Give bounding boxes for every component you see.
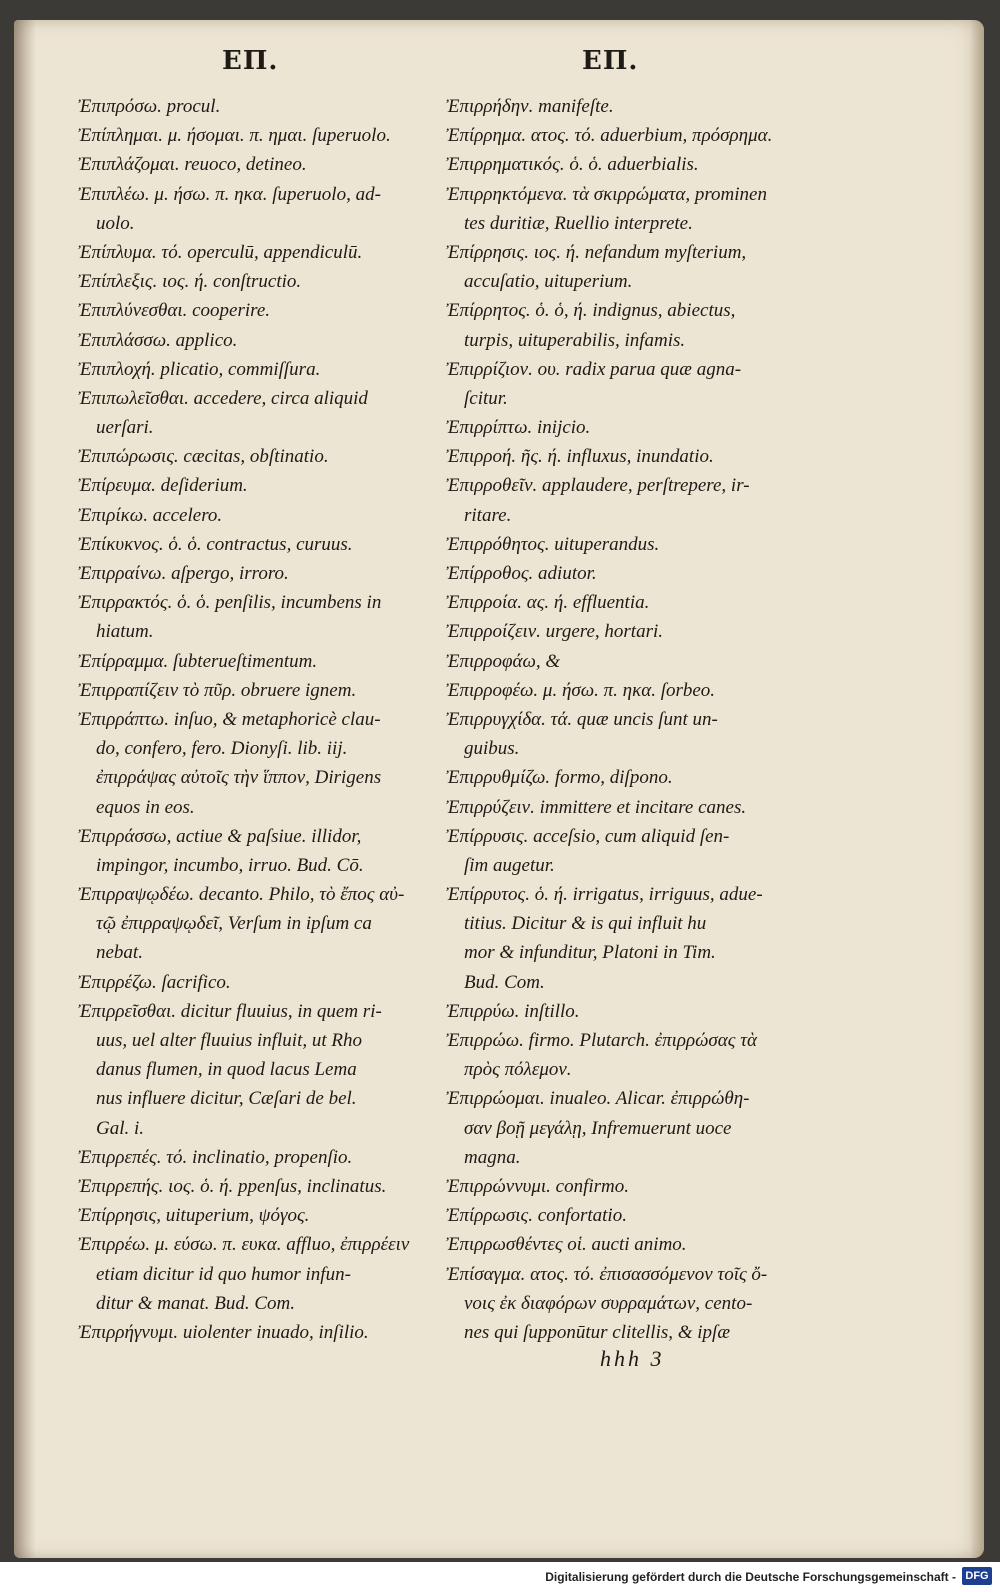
dictionary-entry-line: Ἐπιπλύνεσθαι. cooperire. — [78, 300, 271, 322]
signature-mark: hhh 3 — [600, 1346, 665, 1371]
spine-shadow — [14, 20, 36, 1558]
dictionary-entry-line: Ἐπιρρυγχίδα. τά. quæ uncis ſunt un- — [446, 708, 718, 730]
dictionary-entry-line: Ἐπίσαγμα. ατος. τό. ἐπισασσόμενον τοῖς ὄ- — [446, 1263, 768, 1285]
dictionary-entry-line: Ἐπιρρυθμίζω. formo, diſpono. — [446, 767, 673, 789]
dictionary-entry-line: Ἐπιπλάσσω. applico. — [78, 329, 238, 351]
entry-continuation-line: ἐπιρράψας αὐτοῖς τὴν ἵππον, Dirigens — [96, 767, 382, 789]
dictionary-entry-line: Ἐπιρραπίζειν τὸ πῦρ. obruere ignem. — [78, 679, 357, 701]
entry-continuation-line: nus influere dicitur, Cæſari de bel. — [96, 1088, 357, 1110]
entry-continuation-line: Bud. Com. — [464, 971, 545, 993]
entry-continuation-line: do, confero, fero. Dionyſi. lib. iij. — [96, 738, 348, 760]
entry-continuation-line: ſim augetur. — [464, 854, 555, 876]
dictionary-entry-line: Ἐπιρρακτός. ὁ. ὁ. penſilis, incumbens in — [78, 592, 382, 614]
dictionary-entry-line: Ἐπιρρήγνυμι. uiolenter inuado, inſilio. — [78, 1321, 369, 1343]
dictionary-entry-line: Ἐπιπώρωσις. cæcitas, obſtinatio. — [78, 446, 329, 468]
dictionary-entry-line: Ἐπίρραμμα. ſubterueſtimentum. — [78, 650, 318, 672]
dictionary-entry-line: Ἐπίρρυτος. ὁ. ή. irrigatus, irriguus, adue- — [446, 884, 763, 906]
dictionary-entry-line: Ἐπιρρηκτόμενα. τὰ σκιρρώματα, prominen — [446, 183, 767, 205]
dictionary-entry-line: Ἐπιπλοχή. plicatio, commiſſura. — [78, 358, 321, 380]
right-column — [446, 92, 796, 1347]
dictionary-entry-line: Ἐπιρρεπής. ιος. ὁ. ή. ppenſus, inclinatus. — [78, 1175, 387, 1197]
dictionary-entry-line: Ἐπίρρυσις. acceſsio, cum aliquid ſen- — [446, 825, 730, 847]
entry-continuation-line: πρὸς πόλεμον. — [464, 1059, 572, 1081]
entry-continuation-line: mor & infunditur, Platoni in Tim. — [464, 942, 716, 964]
entry-continuation-line: etiam dicitur id quo humor infun- — [96, 1263, 351, 1285]
dictionary-entry-line: Ἐπιρίκω. accelero. — [78, 504, 223, 526]
entry-continuation-line: equos in eos. — [96, 796, 195, 818]
entry-continuation-line: σαν βοῇ μεγάλῃ, Infremuerunt uoce — [464, 1117, 732, 1139]
dictionary-entry-line: Ἐπιρράσσω, actiue & paſsiue. illidor, — [78, 825, 362, 847]
entry-continuation-line: danus flumen, in quod lacus Lema — [96, 1059, 357, 1081]
running-header-right: ΕΠ. — [582, 46, 639, 76]
dictionary-entry-line: Ἐπιρρύζειν. immittere et incitare canes. — [446, 796, 747, 818]
entry-continuation-line: impingor, incumbo, irruo. Bud. Cō. — [96, 854, 364, 876]
dictionary-entry-line: Ἐπιρροθεῖν. applaudere, perſtrepere, ir- — [446, 475, 750, 497]
dictionary-entry-line: Ἐπιρρώννυμι. confirmo. — [446, 1175, 630, 1197]
entry-continuation-line: τῷ ἐπιρραψῳδεῖ, Verſum in ipſum ca — [96, 913, 372, 935]
dictionary-entry-line: Ἐπιρραίνω. aſpergo, irroro. — [78, 563, 289, 584]
entry-continuation-line: Gal. i. — [96, 1117, 145, 1139]
dictionary-entry-line: Ἐπιρροή. ῆς. ή. influxus, inundatio. — [446, 446, 714, 468]
dfg-logo: DFG — [962, 1567, 992, 1585]
dictionary-entry-line: Ἐπιρροίζειν. urgere, hortari. — [446, 621, 664, 643]
dictionary-entry-line: Ἐπιρρίπτω. inijcio. — [446, 417, 591, 439]
dictionary-entry-line: Ἐπίρρωσις. confortatio. — [446, 1205, 627, 1227]
entry-continuation-line: nebat. — [96, 942, 143, 964]
dictionary-entry-line: Ἐπιπρόσω. procul. — [78, 96, 221, 117]
dictionary-entry-line: Ἐπίπλυμα. τό. operculū, appendiculū. — [78, 241, 363, 263]
entry-continuation-line: ditur & manat. Bud. Com. — [96, 1292, 295, 1314]
entry-continuation-line: titius. Dicitur & is qui influit hu — [464, 913, 707, 935]
entry-continuation-line: tes duritiæ, Ruellio interprete. — [464, 212, 693, 234]
dictionary-entry-line: Ἐπιπλάζομαι. reuoco, detineo. — [78, 154, 307, 176]
dictionary-entry-line: Ἐπιρρεῖσθαι. dicitur fluuius, in quem ri- — [78, 1000, 382, 1022]
dictionary-entry-line: Ἐπίρρημα. ατος. τό. aduerbium, πρόσρημα. — [446, 125, 773, 147]
dictionary-entry-line: Ἐπιρρεπές. τό. inclinatio, propenſio. — [78, 1146, 353, 1168]
entry-continuation-line: hiatum. — [96, 621, 154, 643]
entry-continuation-line: uus, uel alter fluuius influit, ut Rho — [96, 1030, 362, 1051]
dictionary-entry-line: Ἐπιρρώομαι. inualeo. Alicar. ἐπιρρώθη- — [446, 1088, 750, 1110]
dictionary-entry-line: Ἐπιρρώω. firmo. Plutarch. ἐπιρρώσας τὰ — [446, 1030, 757, 1051]
dictionary-entry-line: Ἐπιρρήδην. manifeſte. — [446, 96, 614, 117]
dictionary-entry-line: Ἐπιρροφάω, & — [446, 650, 561, 672]
dictionary-entry-line: Ἐπίπλεξις. ιος. ή. conſtructio. — [78, 271, 302, 293]
entry-continuation-line: accuſatio, uituperium. — [464, 271, 633, 293]
dictionary-entry-line: Ἐπιπωλεῖσθαι. accedere, circa aliquid — [78, 387, 368, 409]
entry-continuation-line: uerſari. — [96, 417, 154, 439]
running-header-left: ΕΠ. — [222, 46, 279, 76]
entry-continuation-line: turpis, uituperabilis, infamis. — [464, 329, 686, 351]
page-edge — [970, 20, 984, 1558]
dictionary-entry-line: Ἐπίρρησις. ιος. ή. nefandum myſterium, — [446, 241, 747, 263]
dictionary-entry-line: Ἐπίκυκνος. ὁ. ὁ. contractus, curuus. — [78, 533, 353, 555]
dictionary-entry-line: Ἐπίπλημαι. μ. ήσομαι. π. ημαι. ſuperuolo. — [78, 125, 391, 147]
dictionary-entry-line: Ἐπιρροία. ας. ή. effluentia. — [446, 592, 650, 614]
dictionary-entry-line: Ἐπιρρέω. μ. εύσω. π. ευκα. affluo, ἐπιρρέειν — [78, 1234, 410, 1256]
dictionary-entry-line: Ἐπίρευμα. deſiderium. — [78, 475, 248, 497]
entry-continuation-line: ritare. — [464, 504, 512, 526]
entry-continuation-line: ſcitur. — [464, 387, 508, 409]
entry-continuation-line: νοις ἐκ διαφόρων συρραμάτων, cento- — [464, 1292, 753, 1314]
dictionary-entry-line: Ἐπιρράπτω. inſuo, & metaphoricè clau- — [78, 708, 381, 730]
entry-continuation-line: guibus. — [464, 738, 520, 760]
dictionary-entry-line: Ἐπίρρητος. ὁ. ὁ, ή. indignus, abiectus, — [446, 300, 736, 322]
dictionary-entry-line: Ἐπιπλέω. μ. ήσω. π. ηκα. ſuperuolo, ad- — [78, 183, 381, 205]
dictionary-entry-line: Ἐπιρρωσθέντες οἱ. aucti animo. — [446, 1234, 687, 1256]
funding-credit: Digitalisierung gefördert durch die Deutsche Forschungsgemeinschaft - — [545, 1570, 956, 1584]
entry-continuation-line: uolo. — [96, 212, 135, 234]
dictionary-entry-line: Ἐπιρρύω. inſtillo. — [446, 1000, 580, 1022]
dictionary-entry-line: Ἐπιρροφέω. μ. ήσω. π. ηκα. ſorbeo. — [446, 679, 716, 701]
left-column — [78, 92, 418, 1347]
dictionary-entry-line: Ἐπιρρόθητος. uituperandus. — [446, 533, 660, 555]
entry-continuation-line: nes qui ſupponūtur clitellis, & ipſæ — [464, 1321, 730, 1343]
dictionary-entry-line: Ἐπιρρίζιον. ου. radix parua quæ agna- — [446, 358, 742, 380]
dictionary-entry-line: Ἐπίρρησις, uituperium, ψόγος. — [78, 1205, 310, 1227]
dictionary-entry-line: Ἐπιρρηματικός. ὁ. ὁ. aduerbialis. — [446, 154, 699, 176]
entry-continuation-line: magna. — [464, 1146, 521, 1168]
dictionary-entry-line: Ἐπιρρέζω. ſacrifico. — [78, 971, 231, 993]
dictionary-entry-line: Ἐπίρροθος. adiutor. — [446, 563, 597, 584]
dictionary-entry-line: Ἐπιρραψῳδέω. decanto. Philo, τὸ ἔπος αὐ- — [78, 884, 405, 906]
